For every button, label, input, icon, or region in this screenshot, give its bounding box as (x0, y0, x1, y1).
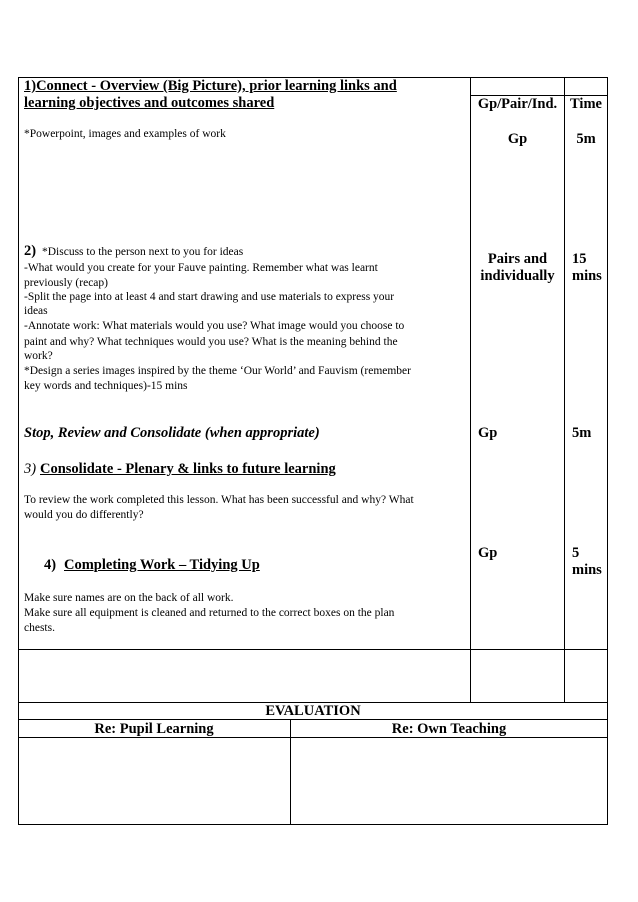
section4-time-line1: 5 (572, 545, 580, 561)
section4-number: 4) (44, 557, 57, 573)
section2-line: work? (24, 350, 53, 362)
section2-line: *Design a series images inspired by the theme ‘Our World’ and Fauvism (remember (24, 365, 411, 377)
section2-line: -Annotate work: What materials would you use? What image would you choose to (24, 320, 405, 332)
col-divider-2 (564, 77, 565, 703)
section1-time: 5m (576, 131, 596, 147)
section2-line: -What would you create for your Fauve painting. Remember what was learnt (24, 262, 378, 274)
section1-heading-line1: 1)Connect - Overview (Big Picture), prior learning links and (24, 78, 397, 94)
stop-review-heading: Stop, Review and Consolidate (when appropriate) (24, 425, 320, 441)
evaluation-teaching-header: Re: Own Teaching (391, 721, 507, 737)
stop-review-group: Gp (478, 425, 498, 441)
section2-time-line1: 15 (572, 251, 587, 267)
table-border-bottom (18, 824, 608, 825)
section4-heading: Completing Work – Tidying Up (64, 557, 260, 573)
section1-note: *Powerpoint, images and examples of work (24, 128, 226, 140)
section2-line: previously (recap) (24, 277, 108, 289)
section2-number: 2) (24, 243, 37, 259)
section2-line: paint and why? What techniques would you use? What is the meaning behind the (24, 336, 398, 348)
evaluation-title: EVALUATION (265, 703, 361, 719)
section2-group-line1: Pairs and (487, 251, 548, 267)
section4-group: Gp (478, 545, 498, 561)
group-column-header: Gp/Pair/Ind. (477, 96, 558, 112)
section2-line: ideas (24, 305, 48, 317)
section4-line1: Make sure names are on the back of all work. (24, 592, 234, 604)
section2-time-line2: mins (572, 268, 602, 284)
section3-number: 3) (24, 461, 37, 477)
section4-line2: Make sure all equipment is cleaned and returned to the correct boxes on the plan (24, 607, 395, 619)
section2-line: *Discuss to the person next to you for ideas (42, 246, 244, 258)
stop-review-time: 5m (572, 425, 592, 441)
section1-heading-line2: learning objectives and outcomes shared (24, 95, 275, 111)
evaluation-pupil-header: Re: Pupil Learning (94, 721, 214, 737)
col-divider-1 (470, 77, 471, 703)
section4-line3: chests. (24, 622, 55, 634)
time-column-header: Time (570, 96, 602, 112)
section4-time-line2: mins (572, 562, 602, 578)
section3-line1: To review the work completed this lesson. What has been successful and why? What (24, 494, 414, 506)
row-divider-main (18, 649, 608, 650)
section2-group-line2: individually (480, 268, 555, 284)
section1-group: Gp (507, 131, 528, 147)
section2-line: key words and techniques)-15 mins (24, 380, 188, 392)
section2-line: -Split the page into at least 4 and start drawing and use materials to express your (24, 291, 395, 303)
section3-heading: Consolidate - Plenary & links to future learning (40, 461, 336, 477)
section3-line2: would you do differently? (24, 509, 144, 521)
